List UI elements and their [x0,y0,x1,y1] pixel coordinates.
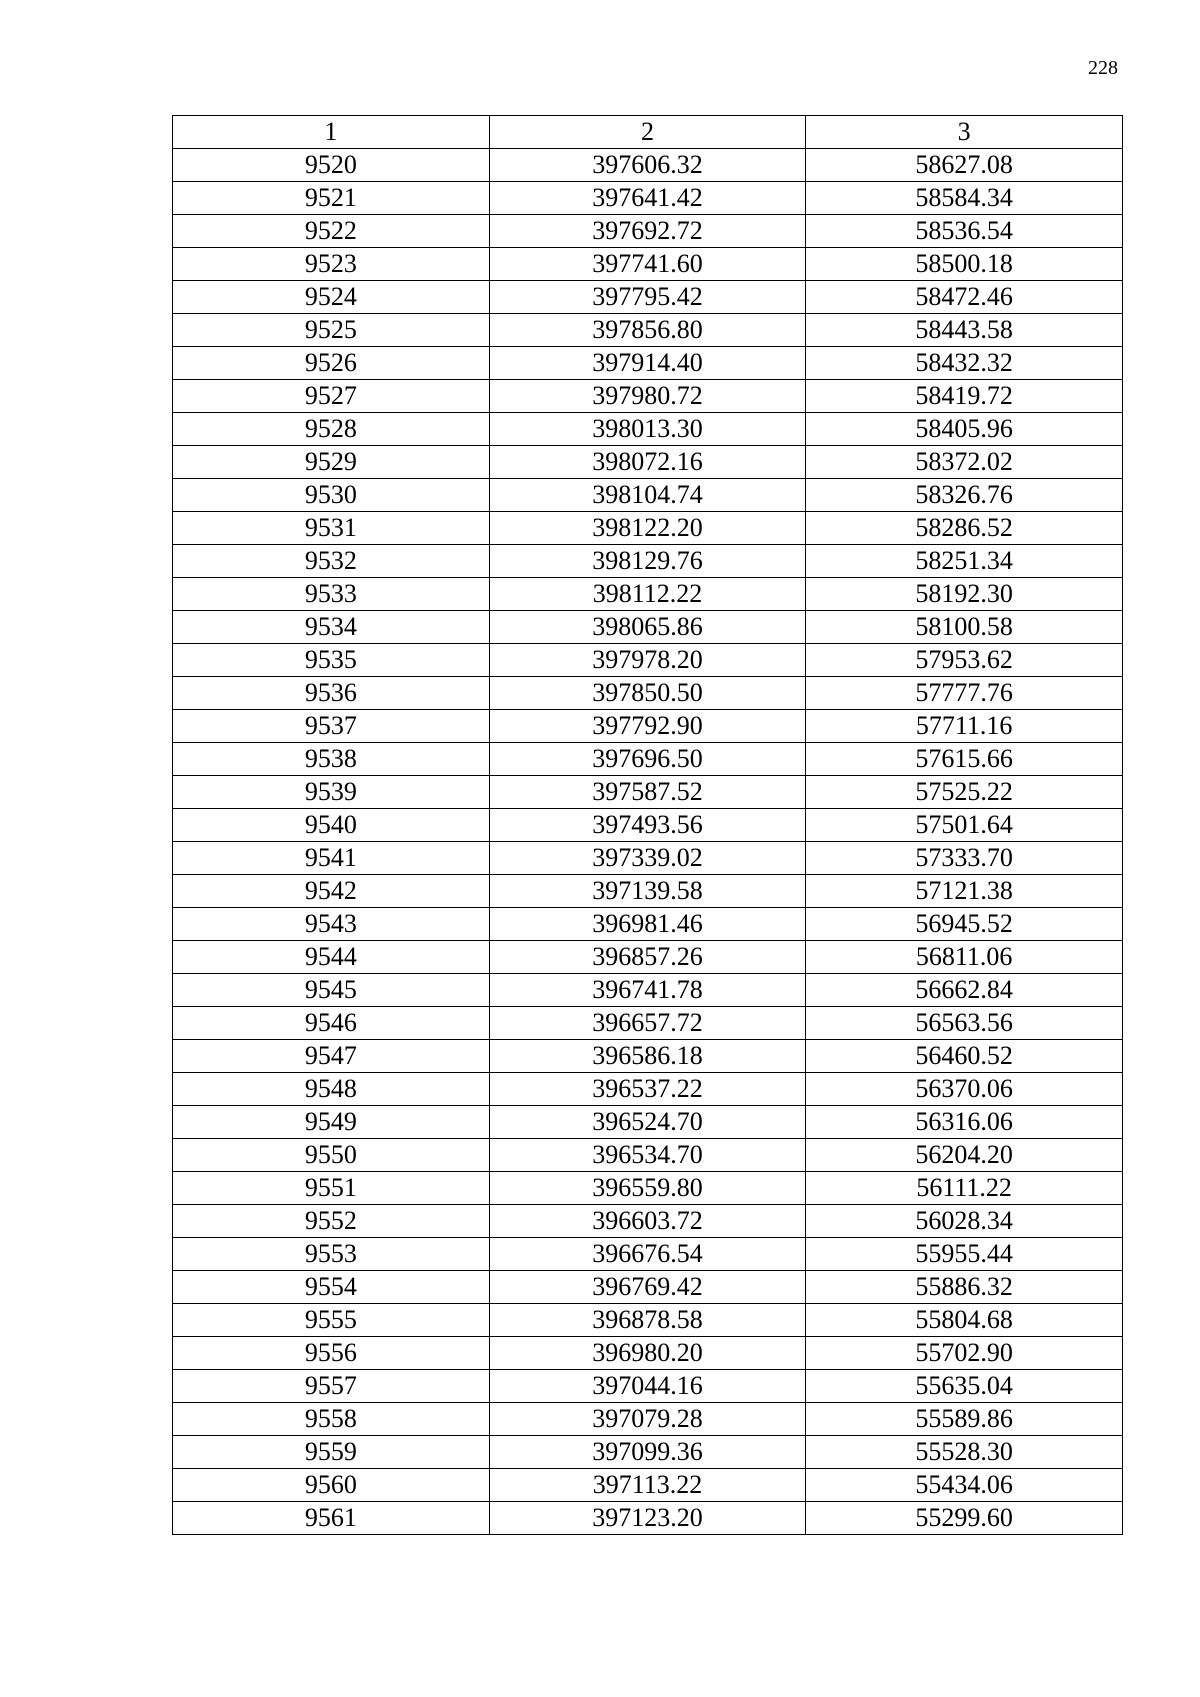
table-row [173,776,1123,809]
table-cell: 9531 [173,512,490,545]
table-cell: 397792.90 [489,710,806,743]
table-cell: 398122.20 [489,512,806,545]
table-cell: 55702.90 [806,1337,1123,1370]
table-cell: 9557 [173,1370,490,1403]
table-cell: 9537 [173,710,490,743]
table-row [173,1073,1123,1106]
table-cell: 397850.50 [489,677,806,710]
table-cell: 58192.30 [806,578,1123,611]
table-row [173,1139,1123,1172]
table-cell: 9549 [173,1106,490,1139]
table-row [173,1370,1123,1403]
table-cell: 396980.20 [489,1337,806,1370]
table-row [173,578,1123,611]
table-cell: 58372.02 [806,446,1123,479]
table-cell: 58443.58 [806,314,1123,347]
table-row [173,281,1123,314]
table-row [173,875,1123,908]
table-cell: 57501.64 [806,809,1123,842]
table-cell: 397914.40 [489,347,806,380]
table-cell: 397606.32 [489,149,806,182]
table-row [173,1403,1123,1436]
table-cell: 396857.26 [489,941,806,974]
table-cell: 57953.62 [806,644,1123,677]
table-row [173,149,1123,182]
table-row [173,1172,1123,1205]
table-cell: 396524.70 [489,1106,806,1139]
table-cell: 397587.52 [489,776,806,809]
table-cell: 397641.42 [489,182,806,215]
table-cell: 56945.52 [806,908,1123,941]
table-cell: 55589.86 [806,1403,1123,1436]
table-cell: 396657.72 [489,1007,806,1040]
table-header-row [173,116,1123,149]
table-cell: 9548 [173,1073,490,1106]
table-row [173,1205,1123,1238]
table-cell: 396537.22 [489,1073,806,1106]
table-row [173,908,1123,941]
table-cell: 9527 [173,380,490,413]
column-header: 1 [173,116,490,149]
table-cell: 58536.54 [806,215,1123,248]
table-row [173,545,1123,578]
table-cell: 58500.18 [806,248,1123,281]
table-cell: 57525.22 [806,776,1123,809]
table-row [173,644,1123,677]
table-cell: 396769.42 [489,1271,806,1304]
table-cell: 56370.06 [806,1073,1123,1106]
table-cell: 9552 [173,1205,490,1238]
table-cell: 396741.78 [489,974,806,1007]
table-cell: 9545 [173,974,490,1007]
table-cell: 398104.74 [489,479,806,512]
table-cell: 9529 [173,446,490,479]
table-cell: 9542 [173,875,490,908]
table-cell: 56316.06 [806,1106,1123,1139]
table-cell: 57711.16 [806,710,1123,743]
table-cell: 397079.28 [489,1403,806,1436]
table-cell: 398013.30 [489,413,806,446]
table-cell: 396981.46 [489,908,806,941]
table-cell: 396559.80 [489,1172,806,1205]
table-cell: 9525 [173,314,490,347]
table-cell: 397339.02 [489,842,806,875]
table-cell: 55955.44 [806,1238,1123,1271]
table-cell: 9523 [173,248,490,281]
table-cell: 57615.66 [806,743,1123,776]
table-cell: 397741.60 [489,248,806,281]
table-cell: 9546 [173,1007,490,1040]
table-cell: 57121.38 [806,875,1123,908]
table-row [173,710,1123,743]
table-cell: 58405.96 [806,413,1123,446]
table-cell: 58251.34 [806,545,1123,578]
table-cell: 55886.32 [806,1271,1123,1304]
table-cell: 397692.72 [489,215,806,248]
table-cell: 396878.58 [489,1304,806,1337]
table-cell: 9551 [173,1172,490,1205]
table-cell: 397113.22 [489,1469,806,1502]
table-row [173,1040,1123,1073]
table-cell: 397139.58 [489,875,806,908]
table-cell: 397123.20 [489,1502,806,1535]
table-cell: 9533 [173,578,490,611]
table-row [173,380,1123,413]
table-row [173,1469,1123,1502]
table-row [173,1106,1123,1139]
table-cell: 9543 [173,908,490,941]
table-cell: 396603.72 [489,1205,806,1238]
table-cell: 58472.46 [806,281,1123,314]
table-cell: 57333.70 [806,842,1123,875]
table-cell: 9555 [173,1304,490,1337]
table-row [173,677,1123,710]
table-row [173,1436,1123,1469]
table-cell: 398072.16 [489,446,806,479]
table-cell: 9560 [173,1469,490,1502]
table-row [173,512,1123,545]
table-cell: 397044.16 [489,1370,806,1403]
page-number: 228 [1088,57,1118,79]
table-cell: 58326.76 [806,479,1123,512]
table-row [173,743,1123,776]
table-row [173,941,1123,974]
table-cell: 397696.50 [489,743,806,776]
table-cell: 397980.72 [489,380,806,413]
table-cell: 56563.56 [806,1007,1123,1040]
table-cell: 9553 [173,1238,490,1271]
table-cell: 396676.54 [489,1238,806,1271]
table-row [173,1271,1123,1304]
table-cell: 56111.22 [806,1172,1123,1205]
table-cell: 58432.32 [806,347,1123,380]
table-cell: 9524 [173,281,490,314]
table-row [173,1502,1123,1535]
table-cell: 57777.76 [806,677,1123,710]
table-row [173,1337,1123,1370]
table-cell: 55528.30 [806,1436,1123,1469]
table-cell: 9520 [173,149,490,182]
table-row [173,809,1123,842]
table-cell: 9544 [173,941,490,974]
table-cell: 9521 [173,182,490,215]
table-cell: 9547 [173,1040,490,1073]
coordinates-table [172,115,1123,1535]
table-cell: 397978.20 [489,644,806,677]
table-cell: 397493.56 [489,809,806,842]
table-row [173,479,1123,512]
table-cell: 9550 [173,1139,490,1172]
table-cell: 9532 [173,545,490,578]
table-cell: 58584.34 [806,182,1123,215]
table-cell: 398065.86 [489,611,806,644]
table-cell: 9522 [173,215,490,248]
table-row [173,1238,1123,1271]
table-cell: 55434.06 [806,1469,1123,1502]
table-cell: 58627.08 [806,149,1123,182]
table-cell: 9528 [173,413,490,446]
table-row [173,182,1123,215]
table-cell: 397795.42 [489,281,806,314]
table-cell: 56028.34 [806,1205,1123,1238]
table-cell: 9536 [173,677,490,710]
table-cell: 58100.58 [806,611,1123,644]
table-row [173,215,1123,248]
table-cell: 9559 [173,1436,490,1469]
table-cell: 56811.06 [806,941,1123,974]
table-cell: 58419.72 [806,380,1123,413]
table-cell: 398129.76 [489,545,806,578]
table-row [173,974,1123,1007]
table-cell: 9535 [173,644,490,677]
table-cell: 9556 [173,1337,490,1370]
table-row [173,611,1123,644]
table-cell: 397856.80 [489,314,806,347]
table-cell: 9540 [173,809,490,842]
table-body [173,149,1123,1535]
table-cell: 398112.22 [489,578,806,611]
table-row [173,446,1123,479]
table-cell: 9561 [173,1502,490,1535]
table-cell: 9526 [173,347,490,380]
table-row [173,248,1123,281]
table-cell: 9541 [173,842,490,875]
table-cell: 56204.20 [806,1139,1123,1172]
table-cell: 9530 [173,479,490,512]
table-cell: 56662.84 [806,974,1123,1007]
table-cell: 55299.60 [806,1502,1123,1535]
table-row [173,314,1123,347]
table-cell: 58286.52 [806,512,1123,545]
column-header: 3 [806,116,1123,149]
table-cell: 9558 [173,1403,490,1436]
column-header: 2 [489,116,806,149]
table-row [173,842,1123,875]
table-cell: 56460.52 [806,1040,1123,1073]
table-cell: 9554 [173,1271,490,1304]
table-cell: 55804.68 [806,1304,1123,1337]
table-cell: 55635.04 [806,1370,1123,1403]
table-cell: 9534 [173,611,490,644]
table-row [173,1304,1123,1337]
table-row [173,413,1123,446]
table-row [173,347,1123,380]
table-cell: 9538 [173,743,490,776]
table-cell: 9539 [173,776,490,809]
table-cell: 396534.70 [489,1139,806,1172]
table-cell: 396586.18 [489,1040,806,1073]
table-row [173,1007,1123,1040]
table-cell: 397099.36 [489,1436,806,1469]
